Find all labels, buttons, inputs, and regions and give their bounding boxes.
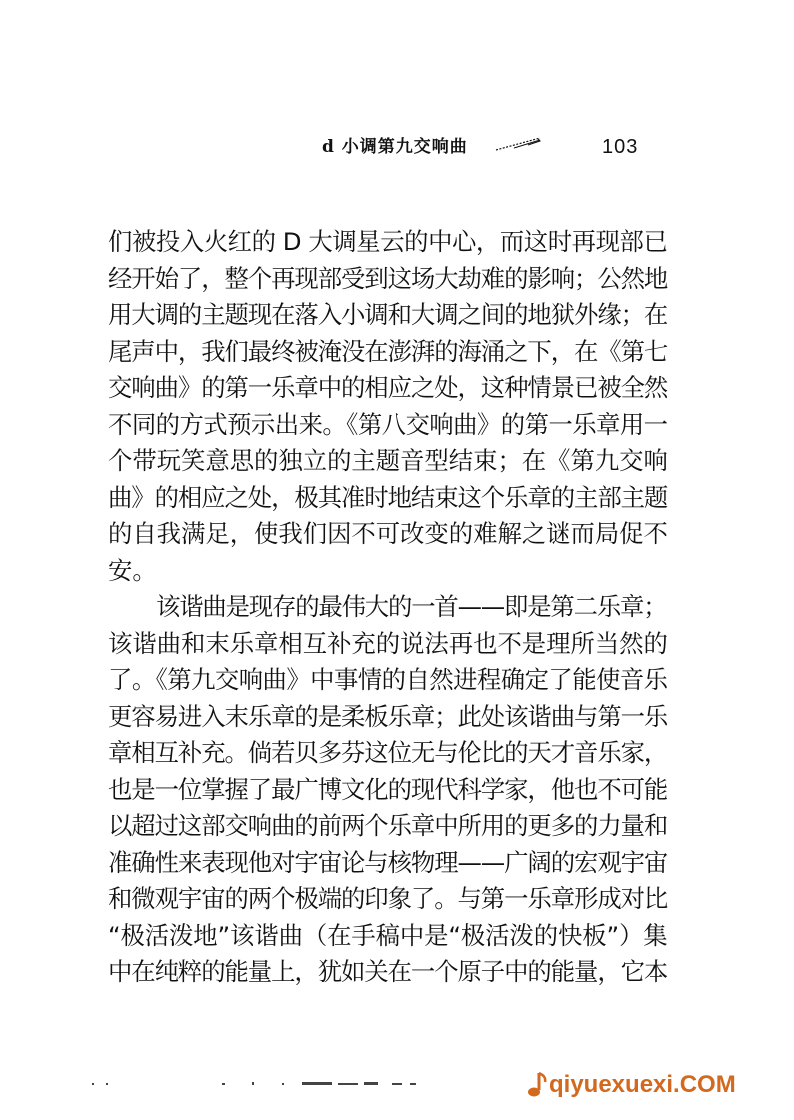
text-line: 准确性来表现他对宇宙论与核物理——广阔的宏观宇宙 bbox=[108, 847, 668, 877]
text-line: 也是一位掌握了最广博文化的现代科学家，他也不可能 bbox=[108, 774, 668, 804]
site-watermark bbox=[525, 1070, 736, 1100]
text-line: 中在纯粹的能量上，犹如关在一个原子中的能量，它本 bbox=[108, 957, 668, 986]
text-line: 的自我满足，使我们因不可改变的难解之谜而局促不 bbox=[108, 519, 668, 548]
text-line: 了。《第九交响曲》中事情的自然进程确定了能使音乐 bbox=[108, 665, 668, 694]
body-text bbox=[108, 224, 668, 991]
text-line: 尾声中，我们最终被淹没在澎湃的海涌之下，在《第七 bbox=[108, 336, 668, 366]
watermark-text: qiyuexuexi.COM bbox=[549, 1071, 736, 1098]
chapter-title: d 小调第九交响曲 bbox=[322, 136, 468, 157]
text-line: 该谐曲是现存的最伟大的一首——即是第二乐章； bbox=[156, 592, 667, 621]
music-note-logo-icon bbox=[525, 1070, 547, 1100]
text-line: 和微观宇宙的两个极端的印象了。与第一乐章形成对比 bbox=[108, 884, 668, 913]
text-line: “极活泼地”该谐曲（在手稿中是“极活泼的快板”）集 bbox=[108, 920, 668, 950]
text-line: 安。 bbox=[108, 555, 157, 585]
text-line: 曲》的相应之处，极其准时地结束这个乐章的主部主题 bbox=[108, 482, 668, 512]
text-line: 该谐曲和末乐章相互补充的说法再也不是理所当然的 bbox=[108, 628, 668, 658]
header-ornament-icon bbox=[494, 136, 542, 152]
text-line: 经开始了，整个再现部受到这场大劫难的影响；公然地 bbox=[108, 263, 668, 293]
page-number: 103 bbox=[602, 136, 639, 158]
scan-footer-artifact bbox=[92, 1078, 432, 1090]
text-line: 个带玩笑意思的独立的主题音型结束；在《第九交响 bbox=[108, 446, 668, 475]
text-line: 章相互补充。倘若贝多芬这位无与伦比的天才音乐家， bbox=[108, 738, 668, 767]
text-line: 以超过这部交响曲的前两个乐章中所用的更多的力量和 bbox=[108, 811, 668, 840]
running-header bbox=[322, 128, 542, 160]
text-line: 不同的方式预示出来。《第八交响曲》的第一乐章用一 bbox=[108, 409, 668, 439]
text-line: 们被投入火红的 D 大调星云的中心，而这时再现部已 bbox=[108, 227, 668, 256]
text-line: 用大调的主题现在落入小调和大调之间的地狱外缘；在 bbox=[108, 300, 668, 329]
text-line: 更容易进入末乐章的是柔板乐章；此处该谐曲与第一乐 bbox=[108, 701, 668, 731]
text-line: 交响曲》的第一乐章中的相应之处，这种情景已被全然 bbox=[108, 373, 668, 402]
